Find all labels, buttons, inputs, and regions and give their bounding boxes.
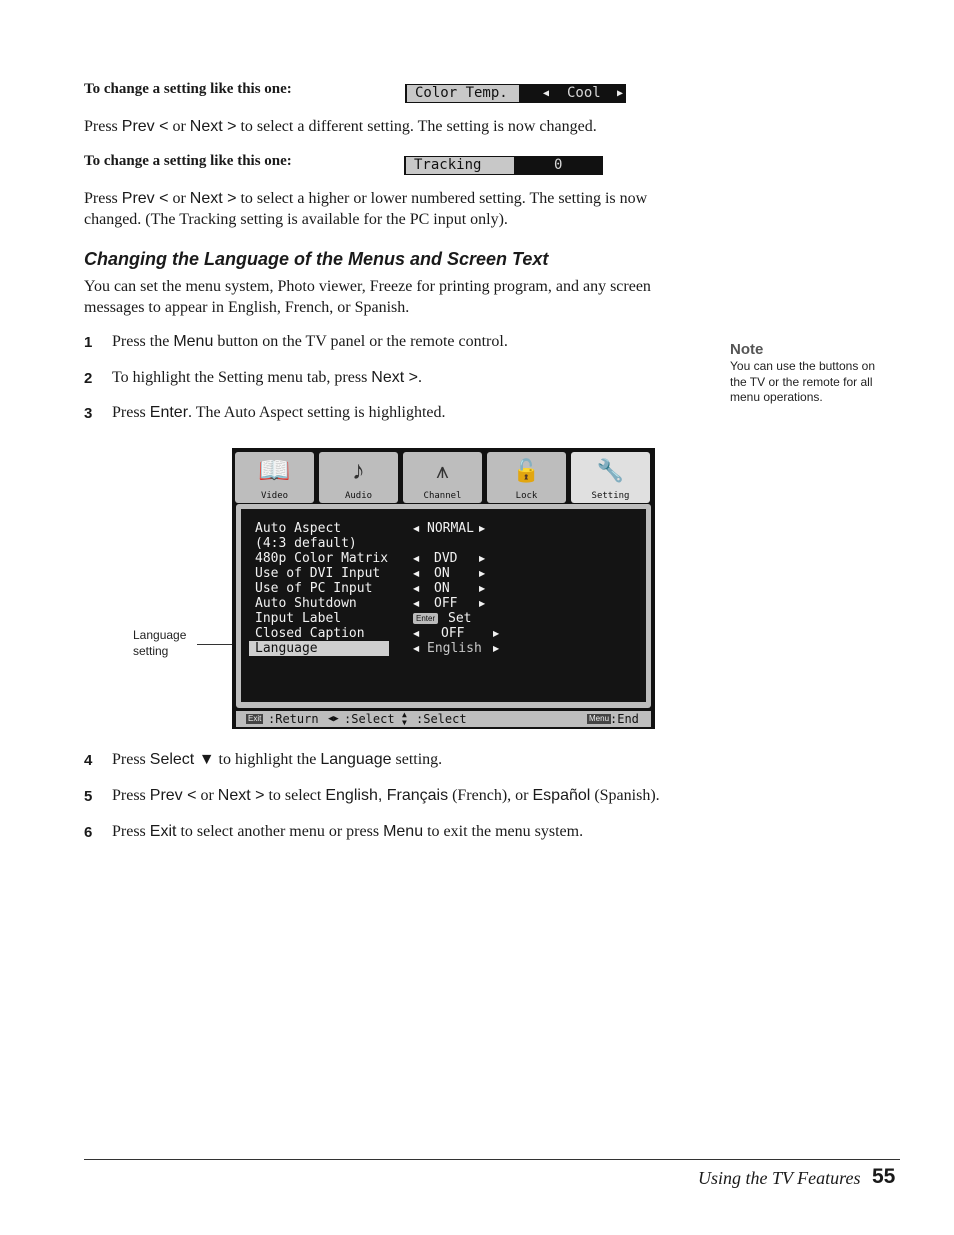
left-arrow-icon[interactable]: ◀ xyxy=(413,569,420,578)
right-arrow-icon[interactable]: ▶ xyxy=(479,524,486,533)
footer-rule xyxy=(84,1159,900,1160)
color-matrix-value: DVD xyxy=(434,551,458,566)
enter-key-icon: Enter xyxy=(413,613,438,624)
antenna-icon: ⩚ xyxy=(436,458,449,483)
tv-setting-menu xyxy=(232,448,655,729)
auto-aspect-value: NORMAL xyxy=(427,521,474,536)
tab-audio[interactable] xyxy=(319,452,398,503)
right-arrow-icon: ▶ xyxy=(617,88,624,99)
step-5-number: 5 xyxy=(84,788,93,805)
section-intro: You can set the menu system, Photo viewer, Freeze for printing program, and any screen messages to appear in English, French, or Spanish. xyxy=(84,278,651,316)
step-1-text: Press the Menu button on the TV panel or the remote control. xyxy=(112,333,508,350)
left-arrow-icon: ◀ xyxy=(543,88,550,99)
menu-row-input-label[interactable]: Input Label xyxy=(255,611,342,626)
step-3-text: Press Enter. The Auto Aspect setting is highlighted. xyxy=(112,404,446,421)
closed-caption-value: OFF xyxy=(441,626,465,641)
footer-end: :End xyxy=(610,712,639,726)
left-arrow-icon[interactable]: ◀ xyxy=(413,599,420,608)
example1-lead: To change a setting like this one: xyxy=(84,81,292,97)
footer-return: :Return xyxy=(268,712,319,726)
step-4-number: 4 xyxy=(84,752,93,769)
tab-channel[interactable] xyxy=(403,452,482,503)
padlock-icon: 🔓 xyxy=(512,458,541,483)
wrench-icon: 🔧 xyxy=(596,458,625,483)
step-5-text: Press Prev < or Next > to select English, Français (French), or Español (Spanish). xyxy=(112,787,660,804)
tab-lock[interactable] xyxy=(487,452,566,503)
color-temp-label: Color Temp. xyxy=(407,85,519,102)
step-1-number: 1 xyxy=(84,334,93,351)
menu-row-dvi-input[interactable]: Use of DVI Input xyxy=(255,566,381,581)
tracking-label: Tracking xyxy=(406,157,514,174)
menu-footer-bar xyxy=(236,711,651,727)
footer-ud-select: :Select xyxy=(416,712,467,726)
dvi-input-value: ON xyxy=(434,566,450,581)
up-down-arrows-icon: ▲ ▼ xyxy=(402,710,407,727)
exit-key-icon: Exit xyxy=(248,714,262,723)
menu-row-auto-aspect-note: (4:3 default) xyxy=(255,536,357,551)
right-arrow-icon[interactable]: ▶ xyxy=(479,599,486,608)
left-right-arrows-icon: ◀▶ xyxy=(328,714,339,724)
section-heading: Changing the Language of the Menus and Screen Text xyxy=(84,249,549,269)
right-arrow-icon[interactable]: ▶ xyxy=(493,629,500,638)
tracking-value: 0 xyxy=(554,157,563,173)
menu-row-color-matrix[interactable]: 480p Color Matrix xyxy=(255,551,389,566)
step-3-number: 3 xyxy=(84,405,93,422)
auto-shutdown-value: OFF xyxy=(434,596,458,611)
note-text: You can use the buttons on the TV or the remote for all menu operations. xyxy=(730,359,876,404)
tracking-bar xyxy=(404,156,603,175)
tab-video-label: Video xyxy=(260,491,289,501)
right-arrow-icon[interactable]: ▶ xyxy=(479,554,486,563)
left-arrow-icon[interactable]: ◀ xyxy=(413,584,420,593)
right-arrow-icon[interactable]: ▶ xyxy=(493,644,500,653)
tab-channel-label: Channel xyxy=(423,491,462,501)
step-4-text: Press Select ▼ to highlight the Language setting. xyxy=(112,751,443,768)
tab-lock-label: Lock xyxy=(515,491,538,501)
menu-row-pc-input[interactable]: Use of PC Input xyxy=(255,581,373,596)
example1-text: Press Prev < or Next > to select a different setting. The setting is now changed. xyxy=(84,118,597,135)
language-callout-label: Language setting xyxy=(133,628,187,658)
left-arrow-icon[interactable]: ◀ xyxy=(413,644,420,653)
left-arrow-icon[interactable]: ◀ xyxy=(413,524,420,533)
right-arrow-icon[interactable]: ▶ xyxy=(479,569,486,578)
step-2-number: 2 xyxy=(84,370,93,387)
example2-text: Press Prev < or Next > to select a higher or lower numbered setting. The setting is now changed. (The Tracking setting is available for the PC input only). xyxy=(84,190,648,228)
step-6-number: 6 xyxy=(84,824,93,841)
settings-panel xyxy=(236,504,651,708)
language-value: English xyxy=(427,641,482,656)
page-number: 55 xyxy=(872,1165,896,1188)
footer-lr-select: :Select xyxy=(344,712,395,726)
left-arrow-icon[interactable]: ◀ xyxy=(413,554,420,563)
left-arrow-icon[interactable]: ◀ xyxy=(413,629,420,638)
menu-row-language[interactable]: Language xyxy=(249,641,389,656)
music-note-icon: ♪ xyxy=(352,456,365,485)
color-temp-bar xyxy=(405,84,626,103)
step-2-text: To highlight the Setting menu tab, press Next >. xyxy=(112,369,422,386)
book-icon: 📖 xyxy=(258,456,291,485)
tab-audio-label: Audio xyxy=(344,491,373,501)
menu-row-auto-shutdown[interactable]: Auto Shutdown xyxy=(255,596,357,611)
tab-setting[interactable] xyxy=(571,452,650,503)
note-title: Note xyxy=(730,341,764,358)
step-6-text: Press Exit to select another menu or press Menu to exit the menu system. xyxy=(112,823,584,840)
tab-setting-label: Setting xyxy=(591,491,630,501)
menu-key-icon: Menu xyxy=(589,714,610,723)
example2-lead: To change a setting like this one: xyxy=(84,153,292,169)
color-temp-value: Cool xyxy=(567,85,601,101)
tab-video[interactable] xyxy=(235,452,314,503)
menu-row-closed-caption[interactable]: Closed Caption xyxy=(255,626,365,641)
input-label-value: Set xyxy=(448,611,472,626)
pc-input-value: ON xyxy=(434,581,450,596)
right-arrow-icon[interactable]: ▶ xyxy=(479,584,486,593)
menu-row-auto-aspect[interactable]: Auto Aspect xyxy=(255,521,342,536)
footer-section-title: Using the TV Features xyxy=(698,1168,861,1188)
